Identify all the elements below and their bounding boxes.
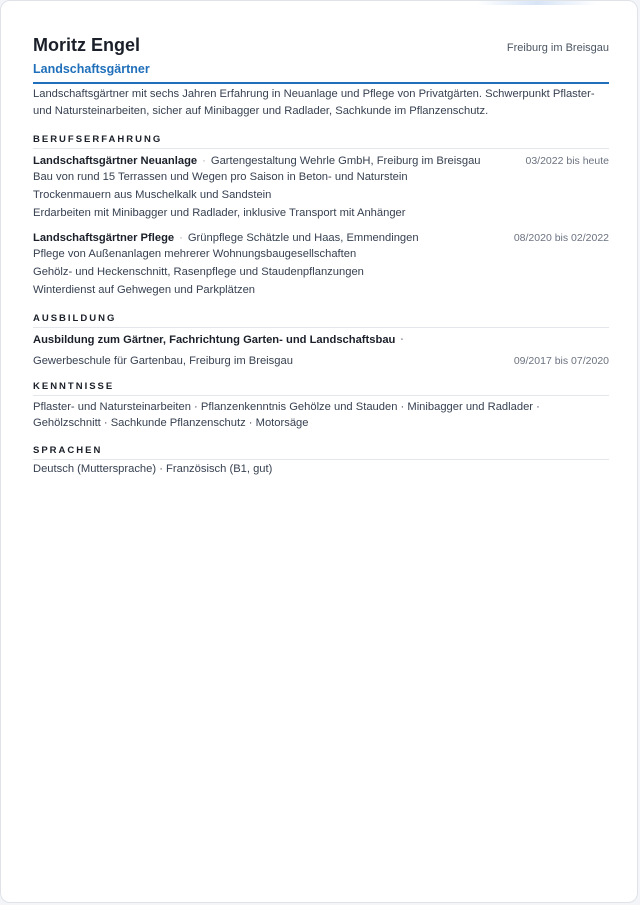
experience-section	[33, 134, 609, 299]
school-name: Gewerbeschule für Gartenbau, Freiburg im Breisgau	[33, 355, 293, 367]
job-bullet: Trockenmauern aus Muschelkalk und Sandstein	[33, 189, 272, 201]
resume-content	[33, 35, 609, 475]
job-bullet: Erdarbeiten mit Minibagger und Radlader, inklusive Transport mit Anhänger	[33, 207, 406, 219]
company-name: Grünpflege Schätzle und Haas, Emmendingen	[187, 232, 419, 244]
languages-list: Deutsch (Muttersprache) · Französisch (B1, gut)	[33, 463, 273, 475]
separator: ·	[179, 232, 183, 244]
section-title-experience: BERUFSERFAHRUNG	[33, 134, 609, 149]
education-dates: 09/2017 bis 07/2020	[513, 355, 609, 367]
summary: Landschaftsgärtner mit sechs Jahren Erfahrung in Neuanlage und Pflege von Privatgärten. Schwerpunkt Pflaster- und Natursteinarbeiten, sicher auf Minibagger und Radlader, Sachkunde im Pflanzenschutz.	[33, 88, 595, 117]
header	[33, 35, 609, 56]
header-divider	[33, 82, 609, 84]
languages-section	[33, 445, 609, 475]
separator: ·	[400, 334, 405, 346]
job-dates: 03/2022 bis heute	[525, 155, 609, 167]
candidate-location: Freiburg im Breisgau	[506, 42, 609, 54]
top-glow-decoration	[477, 1, 597, 5]
job-bullet: Winterdienst auf Gehwegen und Parkplätzen	[33, 284, 256, 296]
candidate-title: Landschaftsgärtner	[33, 62, 150, 76]
education-details	[33, 355, 609, 367]
entry-head	[33, 155, 609, 167]
experience-entry	[33, 232, 609, 299]
job-bullet: Gehölz- und Heckenschnitt, Rasenpflege und Staudenpflanzungen	[33, 266, 364, 278]
section-title-education: AUSBILDUNG	[33, 313, 609, 328]
education-degree	[33, 334, 609, 346]
entry-head	[33, 232, 609, 244]
job-bullet: Pflege von Außenanlagen mehrerer Wohnungsbaugesellschaften	[33, 248, 357, 260]
experience-entry	[33, 155, 609, 222]
job-title: Landschaftsgärtner Neuanlage	[33, 155, 198, 167]
separator: ·	[202, 155, 206, 167]
company-name: Gartengestaltung Wehrle GmbH, Freiburg im Breisgau	[210, 155, 481, 167]
job-dates: 08/2020 bis 02/2022	[513, 232, 609, 244]
skills-section	[33, 381, 609, 431]
job-bullet: Bau von rund 15 Terrassen und Wegen pro Saison in Beton- und Naturstein	[33, 171, 408, 183]
section-title-languages: SPRACHEN	[33, 445, 609, 460]
degree-name: Ausbildung zum Gärtner, Fachrichtung Garten- und Landschaftsbau	[33, 334, 396, 346]
section-title-skills: KENNTNISSE	[33, 381, 609, 396]
education-section	[33, 313, 609, 367]
skills-list: Pflaster- und Natursteinarbeiten · Pflanzenkenntnis Gehölze und Stauden · Minibagger und Radlader · Gehölzschnitt · Sachkunde Pflanzenschutz · Motorsäge	[33, 401, 540, 429]
job-title: Landschaftsgärtner Pflege	[33, 232, 175, 244]
candidate-name: Moritz Engel	[33, 35, 140, 55]
